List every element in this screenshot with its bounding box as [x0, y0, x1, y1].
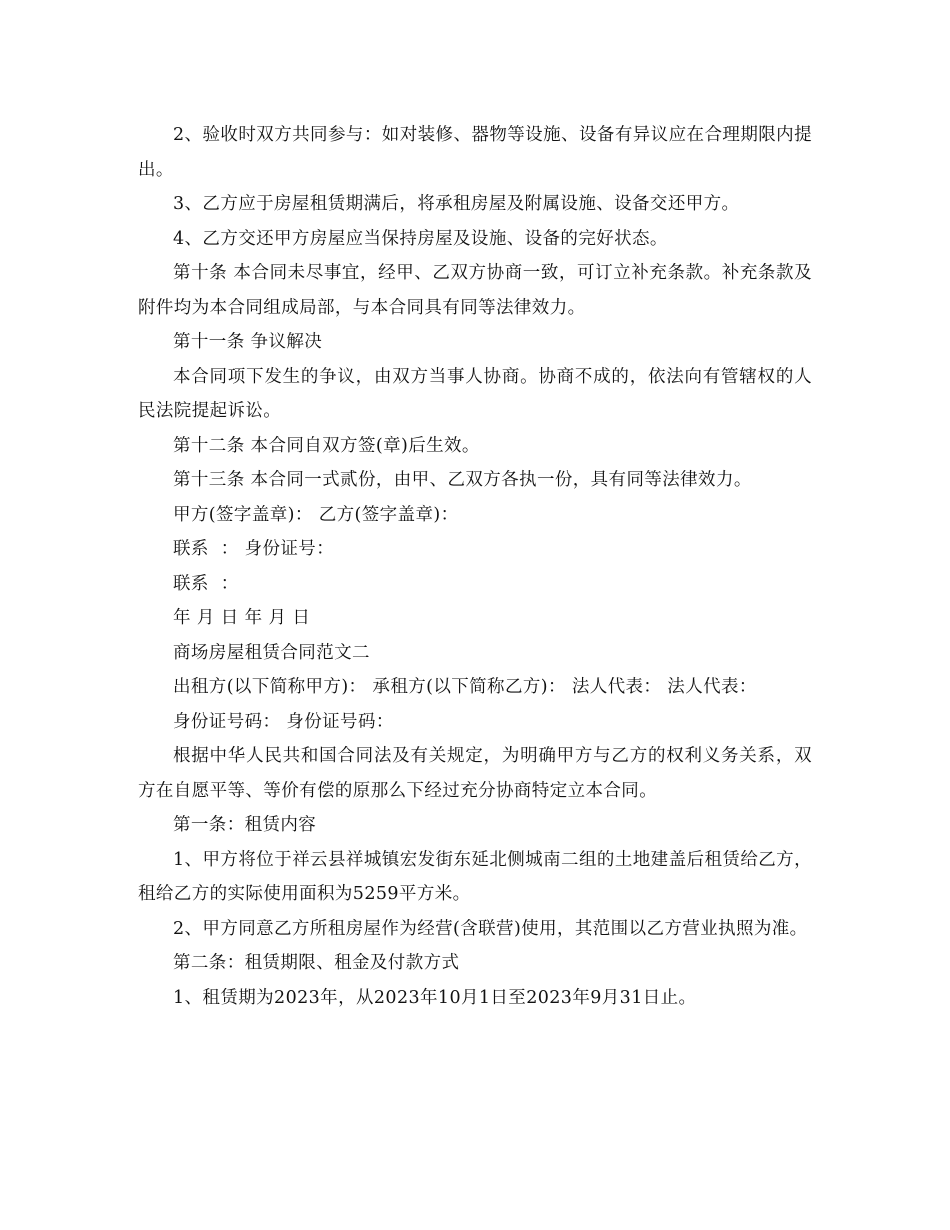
preamble-paragraph: 根据中华人民共和国合同法及有关规定，为明确甲方与乙方的权利义务关系，双方在自愿平等、等价有偿的原那么下经过充分协商特定立本合同。	[138, 746, 812, 801]
paragraph-article-12: 第十二条 本合同自双方签(章)后生效。	[173, 435, 480, 456]
id-number-line: 身份证号码： 身份证号码：	[173, 711, 394, 732]
heading-article-11: 第十一条 争议解决	[173, 332, 323, 352]
paragraph-lease-term: 1、租赁期为2023年，从2023年10月1日至2023年9月31日止。	[173, 987, 697, 1008]
paragraph-acceptance-3: 3、乙方应于房屋租赁期满后，将承租房屋及附属设施、设备交还甲方。	[173, 194, 740, 214]
paragraph-acceptance-4: 4、乙方交还甲方房屋应当保持房屋及设施、设备的完好状态。	[173, 228, 668, 249]
parties-line: 出租方(以下简称甲方)： 承租方(以下简称乙方)： 法人代表： 法人代表：	[173, 677, 757, 697]
document-page	[138, 118, 812, 1015]
paragraph-lease-usage: 2、甲方同意乙方所租房屋作为经营(含联营)使用，其范围以乙方营业执照为准。	[173, 918, 808, 939]
paragraph-article-10: 第十条 本合同未尽事宜，经甲、乙双方协商一致，可订立补充条款。补充条款及附件均为本合同组成局部，与本合同具有同等法律效力。	[138, 263, 812, 318]
contact-line: 联系 ：	[173, 573, 239, 594]
paragraph-acceptance-2: 2、验收时双方共同参与：如对装修、器物等设施、设备有异议应在合理期限内提出。	[138, 125, 812, 180]
heading-article-1: 第一条：租赁内容	[173, 815, 317, 835]
date-line: 年 月 日 年 月 日	[173, 608, 311, 628]
contact-id-line: 联系 ： 身份证号：	[173, 539, 335, 559]
heading-article-2: 第二条：租赁期限、租金及付款方式	[173, 953, 460, 973]
paragraph-dispute: 本合同项下发生的争议，由双方当事人协商。协商不成的，依法向有管辖权的人民法院提起诉讼。	[138, 366, 812, 421]
paragraph-article-13: 第十三条 本合同一式贰份，由甲、乙双方各执一份，具有同等法律效力。	[173, 470, 752, 490]
signature-line: 甲方(签字盖章)： 乙方(签字盖章)：	[173, 504, 459, 525]
section-title: 商场房屋租赁合同范文二	[173, 642, 370, 663]
paragraph-lease-location: 1、甲方将位于祥云县祥城镇宏发街东延北侧城南二组的土地建盖后租赁给乙方，租给乙方的实际使用面积为5259平方米。	[138, 849, 812, 904]
